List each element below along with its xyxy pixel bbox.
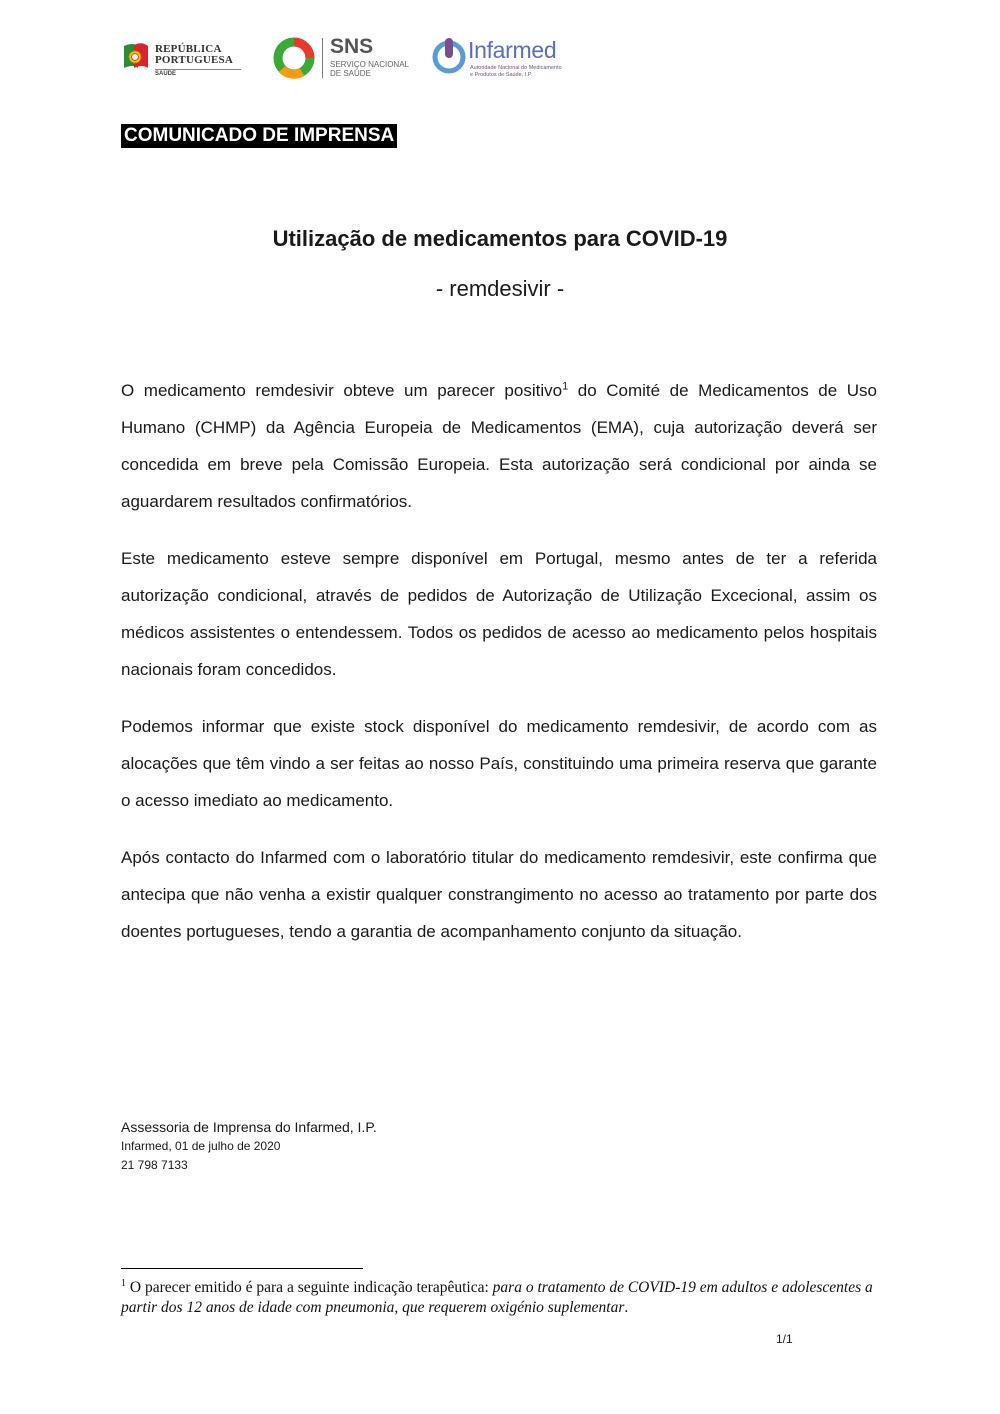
sns-logo xyxy=(272,35,409,82)
footnote-text: O parecer emitido é para a seguinte indicação terapêutica: xyxy=(126,1279,493,1296)
document-subtitle: - remdesivir - xyxy=(435,276,565,301)
logo-text-line3: e Produtos de Saúde, I.P. xyxy=(470,72,533,78)
place-date: Infarmed, 01 de julho de 2020 xyxy=(121,1139,281,1153)
press-release-label: COMUNICADO DE IMPRENSA xyxy=(121,124,397,148)
document-body xyxy=(121,372,877,970)
footnote-italic-text: para o tratamento de COVID-19 em adultos e adolescentes a partir dos 12 anos de idade com pneumonia, que requerem oxigénio suplementar xyxy=(121,1279,873,1316)
contact-block xyxy=(121,1117,377,1175)
logo-divider xyxy=(155,69,241,70)
logo-text-line3: DE SAÚDE xyxy=(330,69,371,78)
footnote xyxy=(121,1278,881,1318)
republica-portuguesa-logo xyxy=(122,42,244,78)
phone-number: 21 798 7133 xyxy=(121,1158,188,1172)
logo-text-line1: REPÚBLICA xyxy=(155,43,222,55)
logo-text-line2: PORTUGUESA xyxy=(155,54,234,66)
paragraph xyxy=(121,372,877,520)
logo-text-line2: Autoridade Nacional do Medicamento xyxy=(470,65,562,71)
paragraph: Podemos informar que existe stock disponível do medicamento remdesivir, de acordo com as alocações que têm vindo a ser feitas ao nosso País, constituindo uma primeira reserva que garante o acesso imediato ao medicamento. xyxy=(121,717,877,810)
footnote-end: . xyxy=(624,1299,629,1316)
sns-ring-icon xyxy=(272,36,316,80)
press-office: Assessoria de Imprensa do Infarmed, I.P. xyxy=(121,1119,377,1135)
logo-text-line1: Infarmed xyxy=(468,37,557,63)
footnote-mark: 1 xyxy=(121,1277,126,1289)
portuguese-flag-icon xyxy=(122,42,150,72)
paragraph: Este medicamento esteve sempre disponível em Portugal, mesmo antes de ter a referida autorização condicional, através de pedidos de Autorização de Utilização Excecional, assim os médicos assistentes o entendessem. Todos os pedidos de acesso ao medicamento pelos hospitais nacionais foram concedidos. xyxy=(121,549,877,679)
footnote-reference: 1 xyxy=(562,380,569,393)
infarmed-mark-icon xyxy=(432,36,468,74)
logo-text-line3: SAÚDE xyxy=(155,71,177,77)
paragraph-text: do Comité de Medicamentos de Uso Humano (CHMP) da Agência Europeia de Medicamentos (EMA), cuja autorização deverá ser concedida em breve pela Comissão Europeia. Esta autorização será condicional por ainda se aguardarem resultados confirmatórios. xyxy=(121,381,877,511)
paragraph: Após contacto do Infarmed com o laboratório titular do medicamento remdesivir, este confirma que antecipa que não venha a existir qualquer constrangimento no acesso ao tratamento por parte dos doentes portugueses, tendo a garantia de acompanhamento conjunto da situação. xyxy=(121,848,877,941)
logo-text-line2: SERVIÇO NACIONAL xyxy=(330,60,409,69)
paragraph-text: O medicamento remdesivir obteve um parecer positivo xyxy=(121,381,563,400)
logo-separator xyxy=(322,38,323,78)
document-title: Utilização de medicamentos para COVID-19 xyxy=(272,226,728,251)
page-number: 1/1 xyxy=(776,1332,793,1346)
infarmed-logo xyxy=(432,36,572,82)
footnote-divider xyxy=(121,1268,363,1269)
logo-text-line1: SNS xyxy=(330,35,374,58)
